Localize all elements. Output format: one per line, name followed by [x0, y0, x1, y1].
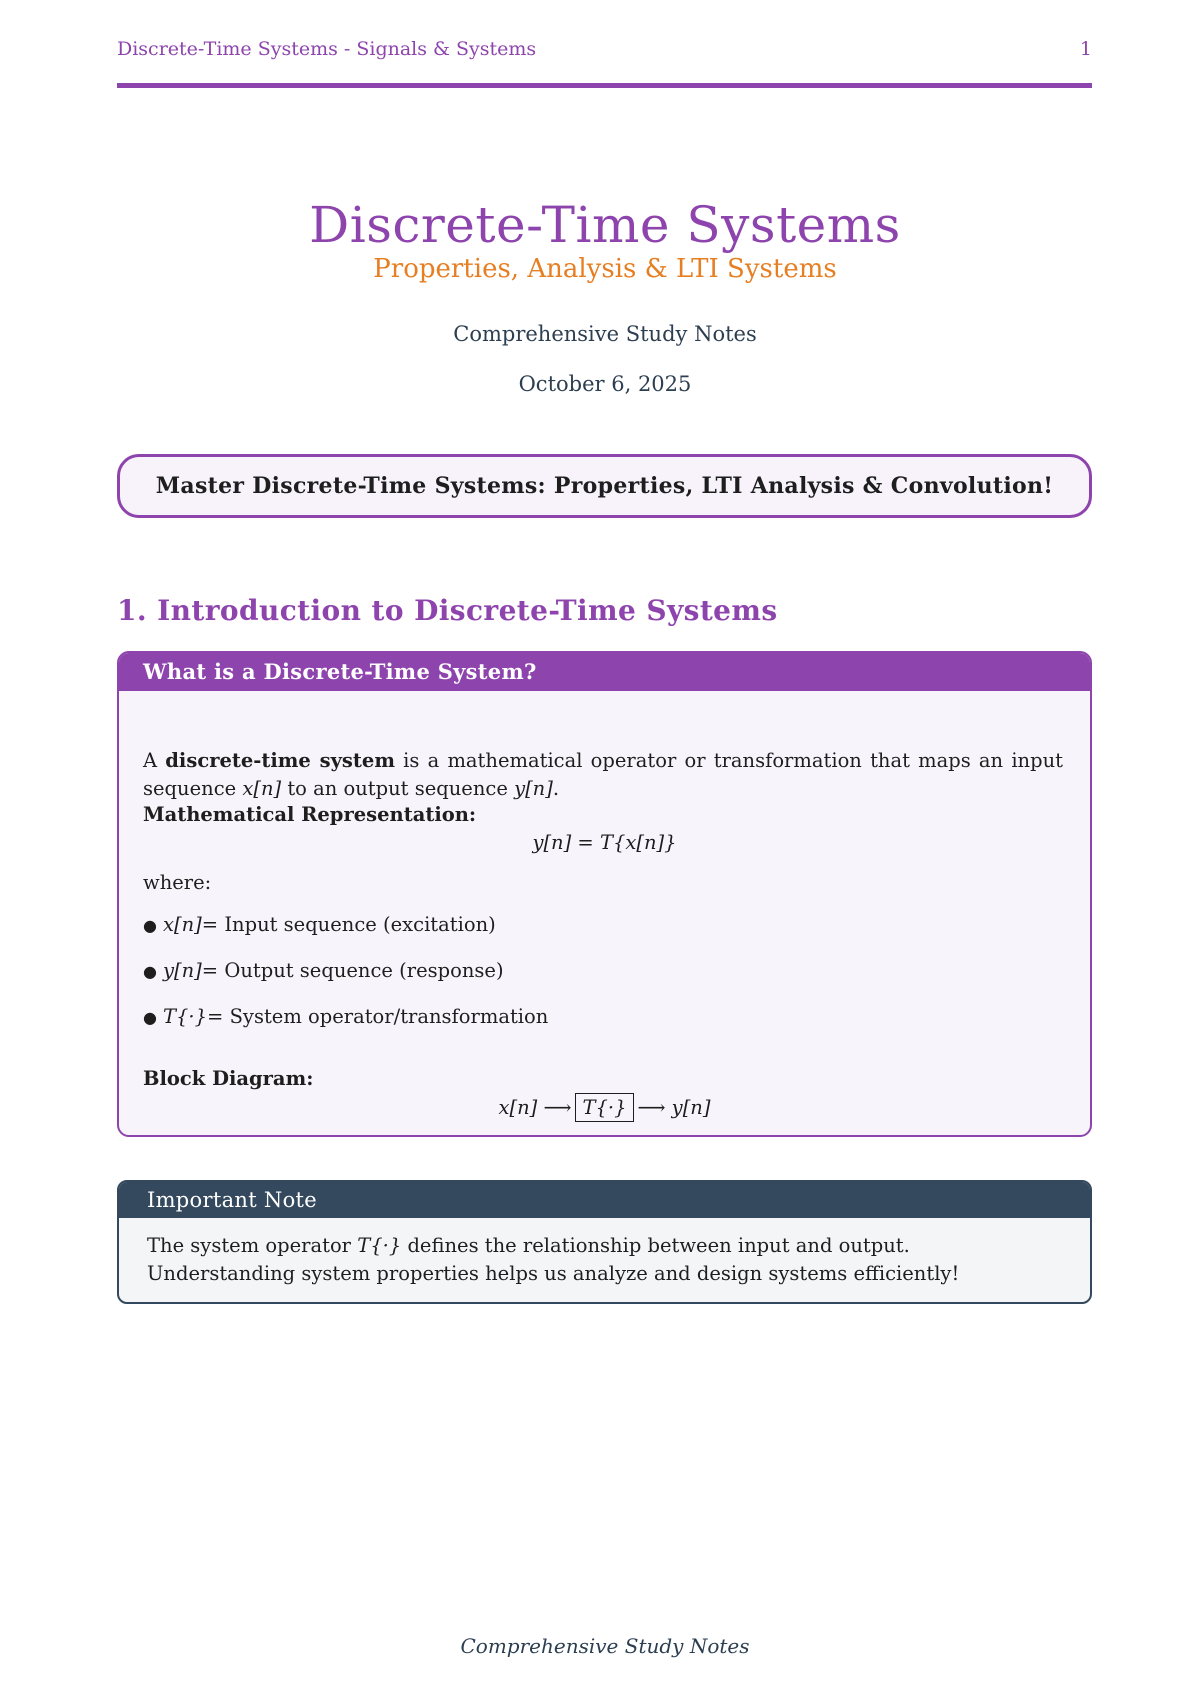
- arrow-icon: ⟶: [543, 1096, 572, 1119]
- math-representation-label: Mathematical Representation:: [143, 803, 477, 826]
- where-label: where:: [143, 871, 212, 894]
- document-author: Comprehensive Study Notes: [453, 322, 757, 346]
- defined-term: discrete-time system: [165, 749, 395, 772]
- list-item: ● x[n] = Input sequence (excitation): [143, 913, 496, 936]
- document-title: Discrete-Time Systems: [309, 196, 901, 254]
- document-date: October 6, 2025: [518, 372, 692, 396]
- note-box-title: Important Note: [119, 1182, 1090, 1218]
- document-subtitle: Properties, Analysis & LTI Systems: [373, 254, 837, 284]
- note-text: The system operator T{·} defines the relationship between input and output. Understanding system properties helps us analyze and design systems efficiently!: [147, 1234, 960, 1285]
- output-symbol: y[n]: [514, 777, 553, 800]
- block-diagram: [119, 1093, 1090, 1122]
- system-equation: y[n] = T{x[n]}: [532, 831, 677, 854]
- definition-box-title: What is a Discrete-Time System?: [119, 653, 1090, 691]
- bullet-icon: ●: [143, 962, 157, 981]
- banner: Master Discrete-Time Systems: Properties, LTI Analysis & Convolution!: [117, 454, 1092, 518]
- list-item: ● y[n] = Output sequence (response): [143, 959, 504, 982]
- running-header: [117, 38, 1092, 60]
- page-number: 1: [1079, 38, 1092, 60]
- bullet-icon: ●: [143, 1008, 157, 1027]
- arrow-icon: ⟶: [637, 1096, 666, 1119]
- diagram-output: y[n]: [671, 1096, 711, 1119]
- header-rule: [117, 83, 1092, 88]
- block-diagram-label: Block Diagram:: [143, 1067, 314, 1090]
- note-box: [117, 1180, 1092, 1304]
- system-block: T{·}: [575, 1093, 633, 1122]
- running-title: Discrete-Time Systems - Signals & Systems: [117, 38, 537, 60]
- section-heading: 1. Introduction to Discrete-Time Systems: [117, 594, 778, 627]
- list-item: ● T{·} = System operator/transformation: [143, 1005, 549, 1028]
- definition-box: [117, 651, 1092, 1137]
- bullet-icon: ●: [143, 916, 157, 935]
- page-footer: Comprehensive Study Notes: [460, 1634, 750, 1658]
- definition-paragraph: A discrete-time system is a mathematical operator or transformation that maps an input sequence x[n] to an output sequence y[n].: [143, 749, 1063, 800]
- diagram-input: x[n]: [498, 1096, 538, 1119]
- input-symbol: x[n]: [242, 777, 282, 800]
